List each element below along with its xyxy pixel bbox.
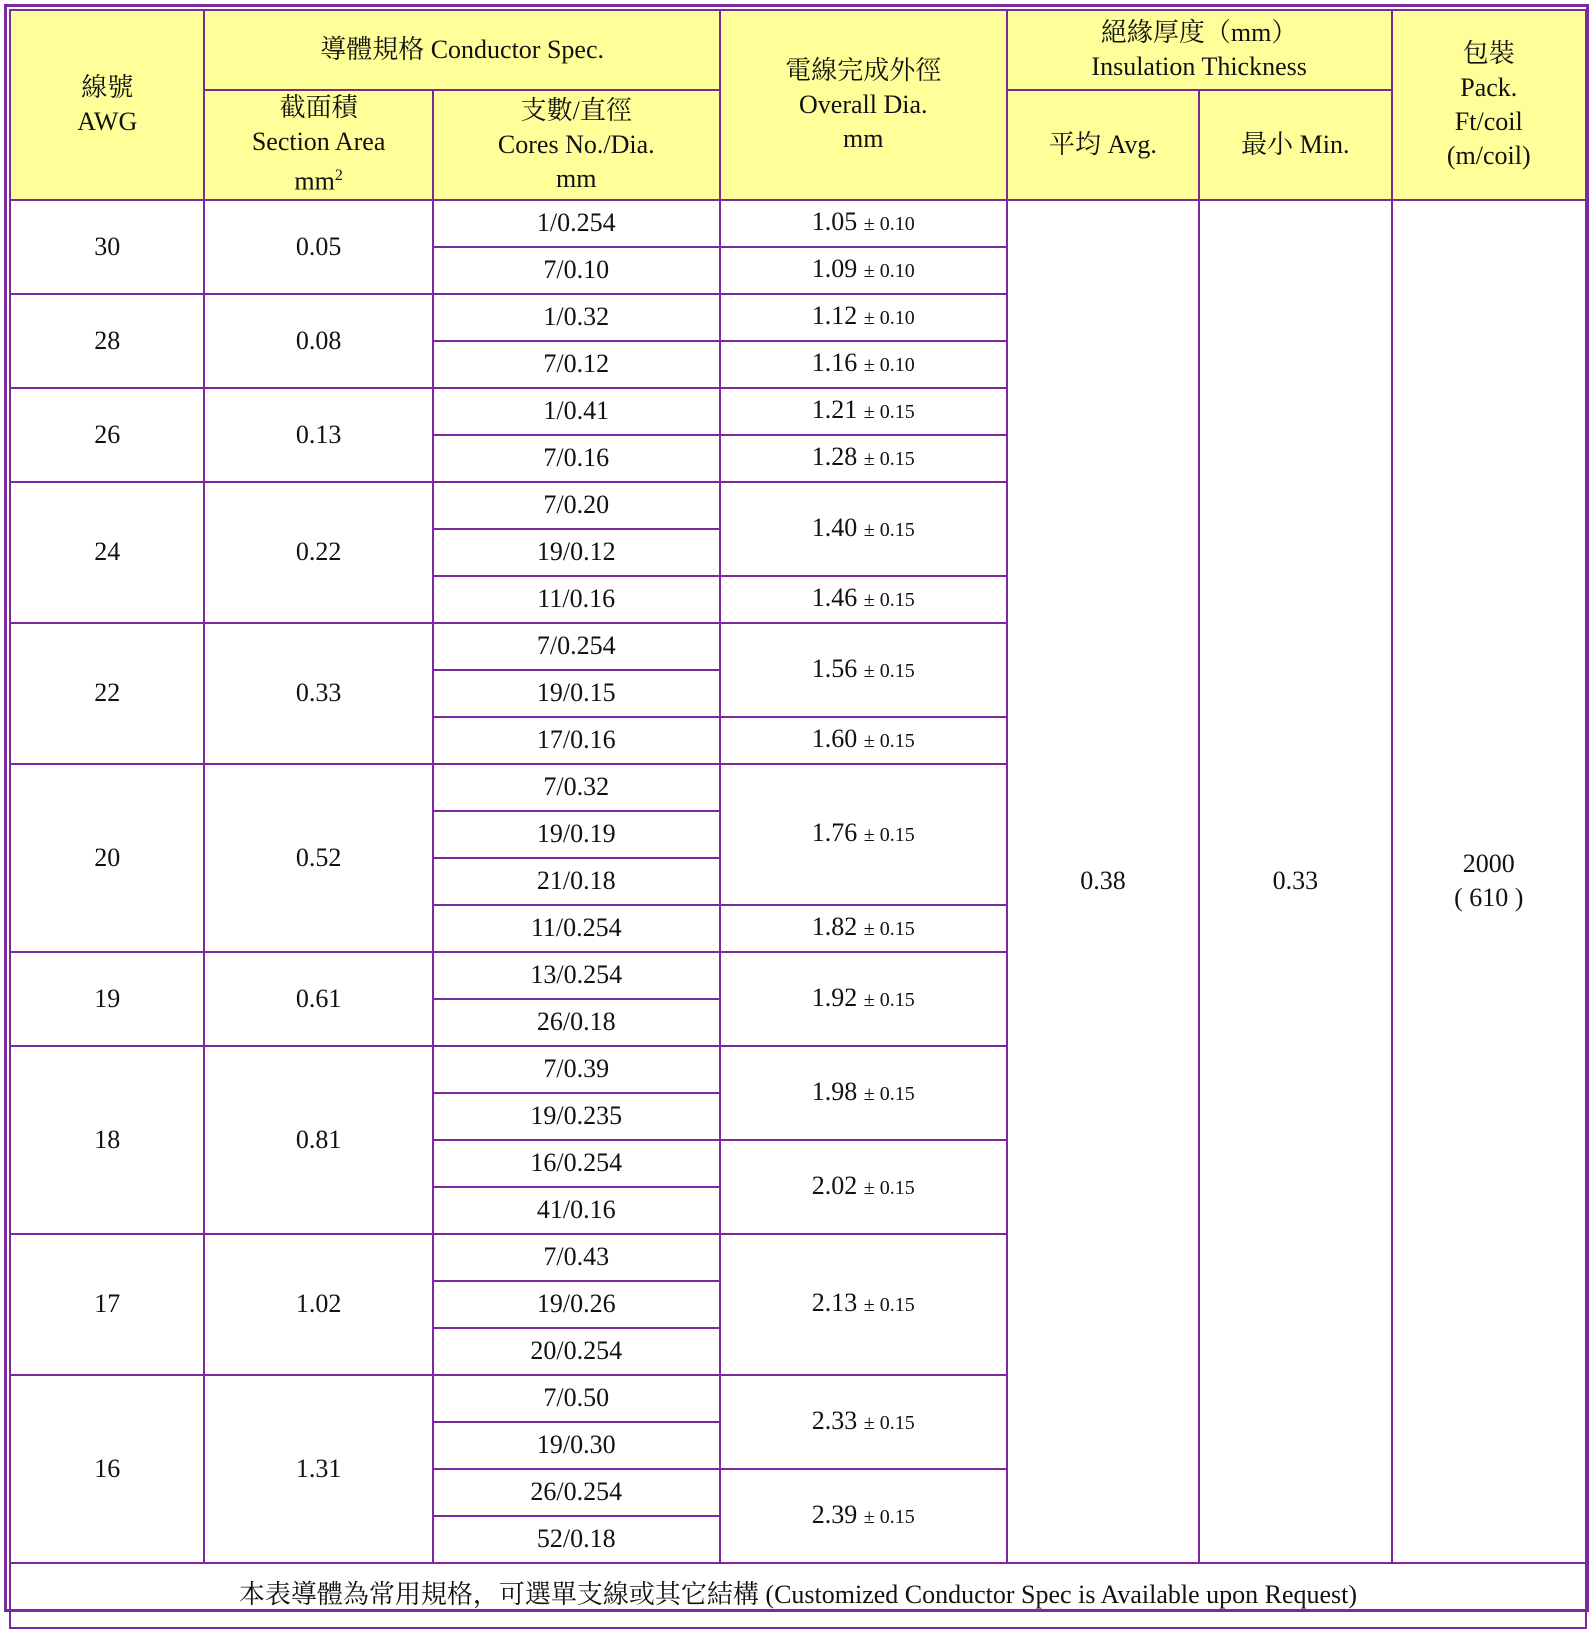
dia-tolerance: ± 0.15 xyxy=(863,1505,915,1528)
dia-tolerance: ± 0.15 xyxy=(863,448,915,471)
footnote-text: 本表導體為常用規格，可選單支線或其它結構 (Customized Conductor Spec is Available upon Request) xyxy=(10,1563,1586,1628)
dia-value: 1.28 xyxy=(811,442,858,472)
cores-cell: 11/0.16 xyxy=(433,576,720,623)
section-area-cell: 0.52 xyxy=(204,764,432,952)
cores-cell: 21/0.18 xyxy=(433,858,720,905)
overall-dia-cell xyxy=(720,1469,1007,1563)
overall-dia-cell xyxy=(720,623,1007,717)
spec-table-body xyxy=(10,200,1586,1628)
dia-tolerance: ± 0.15 xyxy=(863,730,915,753)
dia-tolerance: ± 0.15 xyxy=(863,1082,915,1105)
table-row xyxy=(10,200,1586,247)
dia-tolerance: ± 0.15 xyxy=(863,1176,915,1199)
header-cores-dia: 支數/直徑 Cores No./Dia. mm xyxy=(433,90,720,200)
insulation-min-cell: 0.33 xyxy=(1199,200,1391,1563)
dia-tolerance: ± 0.15 xyxy=(863,518,915,541)
dia-value: 1.92 xyxy=(811,982,858,1012)
dia-tolerance: ± 0.15 xyxy=(863,1294,915,1317)
section-area-cell: 0.13 xyxy=(204,388,432,482)
dia-value: 1.98 xyxy=(811,1076,858,1106)
dia-tolerance: ± 0.10 xyxy=(863,307,915,330)
header-insulation-thickness: 絕緣厚度（mm） Insulation Thickness xyxy=(1007,10,1392,90)
cores-cell: 19/0.19 xyxy=(433,811,720,858)
awg-cell: 30 xyxy=(10,200,204,294)
header-min: 最小 Min. xyxy=(1199,90,1391,200)
section-area-cell: 1.02 xyxy=(204,1234,432,1375)
awg-cell: 26 xyxy=(10,388,204,482)
header-awg: 線號 AWG xyxy=(10,10,204,200)
dia-value: 1.09 xyxy=(811,254,858,284)
overall-dia-cell xyxy=(720,341,1007,388)
overall-dia-cell xyxy=(720,952,1007,1046)
cores-cell: 1/0.32 xyxy=(433,294,720,341)
section-area-cell: 0.08 xyxy=(204,294,432,388)
awg-cell: 17 xyxy=(10,1234,204,1375)
awg-cell: 18 xyxy=(10,1046,204,1234)
spec-table-frame xyxy=(4,4,1589,1612)
dia-tolerance: ± 0.15 xyxy=(863,589,915,612)
wire-spec-table xyxy=(9,9,1587,1629)
overall-dia-cell xyxy=(720,1140,1007,1234)
cores-cell: 7/0.32 xyxy=(433,764,720,811)
dia-value: 1.05 xyxy=(811,207,858,237)
dia-value: 2.33 xyxy=(811,1405,858,1435)
dia-value: 1.21 xyxy=(811,395,858,425)
section-area-cell: 1.31 xyxy=(204,1375,432,1563)
overall-dia-cell xyxy=(720,294,1007,341)
overall-dia-cell xyxy=(720,435,1007,482)
dia-tolerance: ± 0.10 xyxy=(863,260,915,283)
dia-tolerance: ± 0.15 xyxy=(863,988,915,1011)
section-area-cell: 0.22 xyxy=(204,482,432,623)
dia-value: 1.60 xyxy=(811,724,858,754)
awg-cell: 22 xyxy=(10,623,204,764)
dia-value: 1.46 xyxy=(811,583,858,613)
dia-tolerance: ± 0.10 xyxy=(863,354,915,377)
section-area-cell: 0.81 xyxy=(204,1046,432,1234)
dia-tolerance: ± 0.15 xyxy=(863,918,915,941)
awg-cell: 28 xyxy=(10,294,204,388)
overall-dia-cell xyxy=(720,1375,1007,1469)
header-avg: 平均 Avg. xyxy=(1007,90,1199,200)
cores-cell: 19/0.12 xyxy=(433,529,720,576)
dia-value: 2.39 xyxy=(811,1499,858,1529)
cores-cell: 7/0.20 xyxy=(433,482,720,529)
dia-value: 1.82 xyxy=(811,912,858,942)
dia-value: 1.56 xyxy=(811,653,858,683)
awg-cell: 20 xyxy=(10,764,204,952)
dia-value: 2.13 xyxy=(811,1288,858,1318)
pack-cell: 2000 ( 610 ) xyxy=(1392,200,1586,1563)
cores-cell: 19/0.30 xyxy=(433,1422,720,1469)
overall-dia-cell xyxy=(720,764,1007,905)
overall-dia-cell xyxy=(720,388,1007,435)
dia-value: 1.40 xyxy=(811,512,858,542)
awg-cell: 16 xyxy=(10,1375,204,1563)
header-section-area: 截面積 Section Area $mm^2$ xyxy=(204,90,432,200)
cores-cell: 13/0.254 xyxy=(433,952,720,999)
cores-cell: 7/0.254 xyxy=(433,623,720,670)
cores-cell: 19/0.26 xyxy=(433,1281,720,1328)
dia-tolerance: ± 0.15 xyxy=(863,401,915,424)
cores-cell: 7/0.16 xyxy=(433,435,720,482)
overall-dia-cell xyxy=(720,482,1007,576)
dia-tolerance: ± 0.10 xyxy=(863,213,915,236)
footnote-row xyxy=(10,1563,1586,1628)
dia-value: 1.16 xyxy=(811,348,858,378)
overall-dia-cell xyxy=(720,247,1007,294)
awg-cell: 24 xyxy=(10,482,204,623)
dia-value: 1.76 xyxy=(811,818,858,848)
overall-dia-cell xyxy=(720,905,1007,952)
overall-dia-cell xyxy=(720,1234,1007,1375)
cores-cell: 19/0.235 xyxy=(433,1093,720,1140)
header-overall-dia: 電線完成外徑 Overall Dia. mm xyxy=(720,10,1007,200)
dia-tolerance: ± 0.15 xyxy=(863,824,915,847)
cores-cell: 7/0.12 xyxy=(433,341,720,388)
insulation-avg-cell: 0.38 xyxy=(1007,200,1199,1563)
cores-cell: 11/0.254 xyxy=(433,905,720,952)
cores-cell: 16/0.254 xyxy=(433,1140,720,1187)
cores-cell: 41/0.16 xyxy=(433,1187,720,1234)
header-pack: 包裝 Pack. Ft/coil (m/coil) xyxy=(1392,10,1586,200)
cores-cell: 1/0.41 xyxy=(433,388,720,435)
awg-cell: 19 xyxy=(10,952,204,1046)
section-area-cell: 0.05 xyxy=(204,200,432,294)
cores-cell: 7/0.43 xyxy=(433,1234,720,1281)
dia-tolerance: ± 0.15 xyxy=(863,1411,915,1434)
cores-cell: 26/0.18 xyxy=(433,999,720,1046)
dia-value: 1.12 xyxy=(811,301,858,331)
dia-value: 2.02 xyxy=(811,1170,858,1200)
cores-cell: 26/0.254 xyxy=(433,1469,720,1516)
overall-dia-cell xyxy=(720,200,1007,247)
overall-dia-cell xyxy=(720,576,1007,623)
overall-dia-cell xyxy=(720,1046,1007,1140)
cores-cell: 19/0.15 xyxy=(433,670,720,717)
cores-cell: 52/0.18 xyxy=(433,1516,720,1563)
overall-dia-cell xyxy=(720,717,1007,764)
section-area-cell: 0.61 xyxy=(204,952,432,1046)
cores-cell: 7/0.50 xyxy=(433,1375,720,1422)
section-area-cell: 0.33 xyxy=(204,623,432,764)
cores-cell: 20/0.254 xyxy=(433,1328,720,1375)
cores-cell: 7/0.39 xyxy=(433,1046,720,1093)
dia-tolerance: ± 0.15 xyxy=(863,659,915,682)
cores-cell: 17/0.16 xyxy=(433,717,720,764)
cores-cell: 1/0.254 xyxy=(433,200,720,247)
header-conductor-spec: 導體規格 Conductor Spec. xyxy=(204,10,719,90)
cores-cell: 7/0.10 xyxy=(433,247,720,294)
